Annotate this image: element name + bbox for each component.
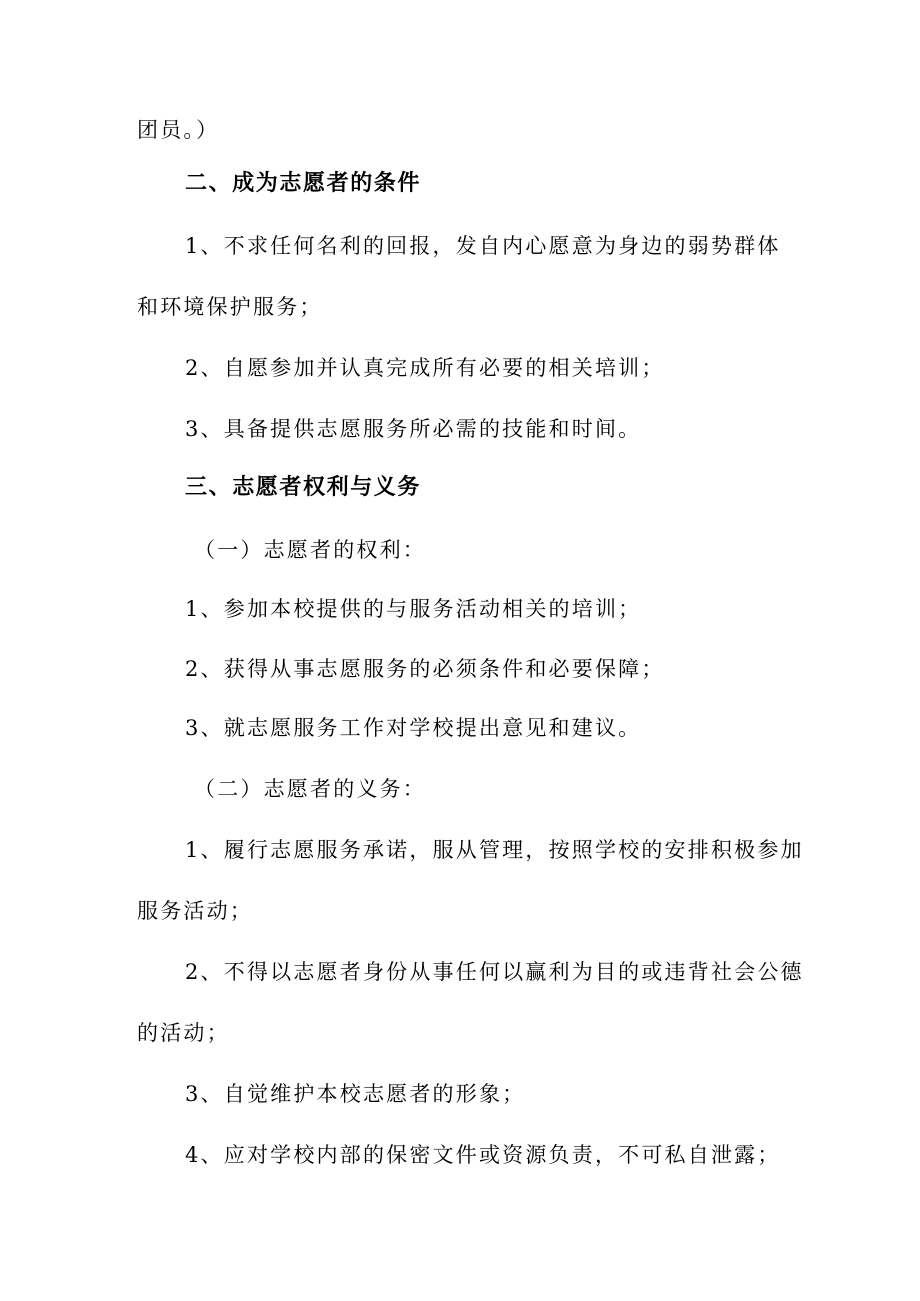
text-line: 服务活动； <box>137 899 253 923</box>
text-line: 3、就志愿服务工作对学校提出意见和建议。 <box>185 716 642 740</box>
text-line: 3、具备提供志愿服务所必需的技能和时间。 <box>185 417 642 441</box>
text-line: 3、自觉维护本校志愿者的形象； <box>185 1082 526 1106</box>
text-line: 2、获得从事志愿服务的必须条件和必要保障； <box>185 657 665 681</box>
subsection-heading-duties: （二）志愿者的义务： <box>194 777 426 801</box>
text-line: 和环境保护服务； <box>137 295 323 319</box>
text-line: 2、不得以志愿者身份从事任何以赢利为目的或违背社会公德 <box>185 960 804 984</box>
text-line-continuation: 团员。） <box>137 118 220 142</box>
section-heading-3: 三、志愿者权利与义务 <box>185 475 422 500</box>
text-line: 4、应对学校内部的保密文件或资源负责，不可私自泄露； <box>185 1143 781 1167</box>
text-line: 1、不求任何名利的回报，发自内心愿意为身边的弱势群体 <box>185 234 781 258</box>
text-line: 1、参加本校提供的与服务活动相关的培训； <box>185 597 642 621</box>
text-line: 2、自愿参加并认真完成所有必要的相关培训； <box>185 356 665 380</box>
section-heading-2: 二、成为志愿者的条件 <box>185 171 422 196</box>
subsection-heading-rights: （一）志愿者的权利： <box>194 538 426 562</box>
text-line: 的活动； <box>137 1021 230 1045</box>
text-line: 1、履行志愿服务承诺，服从管理，按照学校的安排积极参加 <box>185 838 804 862</box>
